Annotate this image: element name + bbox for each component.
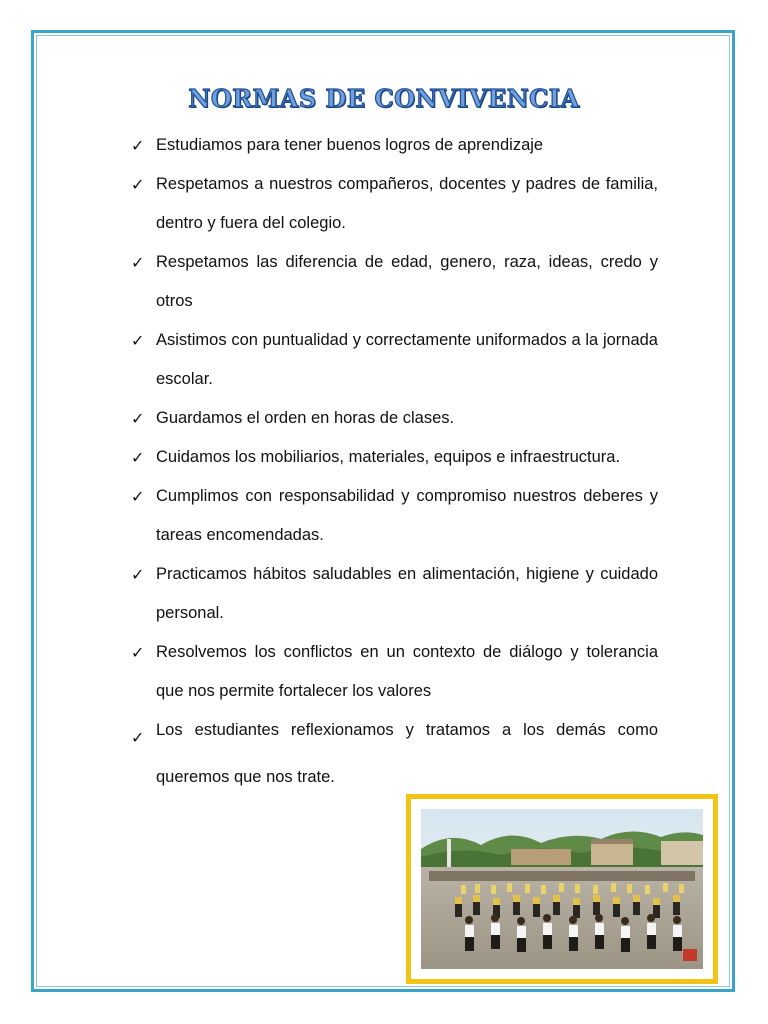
checkmark-icon: ✓ xyxy=(131,175,145,194)
list-item xyxy=(130,477,658,555)
checkmark-icon: ✓ xyxy=(131,253,145,272)
list-item xyxy=(130,321,658,399)
list-item xyxy=(130,243,658,321)
checkmark-icon: ✓ xyxy=(131,409,145,428)
checkmark-icon: ✓ xyxy=(131,448,145,467)
checkmark-icon: ✓ xyxy=(131,728,145,747)
rule-text: Estudiamos para tener buenos logros de aprendizaje xyxy=(156,136,544,154)
school-assembly-photo xyxy=(421,809,703,969)
rule-text: Cumplimos con responsabilidad y compromiso nuestros deberes y tareas encomendadas. xyxy=(156,487,658,544)
rule-text-line-2: queremos que nos trate. xyxy=(156,768,335,786)
rule-text: Guardamos el orden en horas de clases. xyxy=(156,409,455,427)
rules-list xyxy=(130,126,658,804)
checkmark-icon: ✓ xyxy=(131,565,145,584)
list-item xyxy=(130,399,658,438)
list-item xyxy=(130,438,658,477)
rule-text: Respetamos las diferencia de edad, genero, raza, ideas, credo y otros xyxy=(156,253,658,310)
rule-text: Respetamos a nuestros compañeros, docentes y padres de familia, dentro y fuera del colegio. xyxy=(156,175,658,232)
school-assembly-illustration xyxy=(421,809,703,969)
rule-text: Cuidamos los mobiliarios, materiales, equipos e infraestructura. xyxy=(156,448,621,466)
list-item xyxy=(130,126,658,165)
photo-frame xyxy=(406,794,718,984)
rule-text: Resolvemos los conflictos en un contexto de diálogo y tolerancia que nos permite fortalecer los valores xyxy=(156,643,658,700)
list-item xyxy=(130,711,658,804)
checkmark-icon: ✓ xyxy=(131,487,145,506)
rule-text: Practicamos hábitos saludables en alimentación, higiene y cuidado personal. xyxy=(156,565,658,622)
list-item xyxy=(130,633,658,711)
list-item xyxy=(130,555,658,633)
checkmark-icon: ✓ xyxy=(131,136,145,155)
list-item xyxy=(130,165,658,243)
page-title: NORMAS DE CONVIVENCIA xyxy=(188,84,580,113)
checkmark-icon: ✓ xyxy=(131,643,145,662)
rule-text-line-1: Los estudiantes reflexionamos y tratamos a los demás como xyxy=(156,721,658,739)
checkmark-icon: ✓ xyxy=(131,331,145,350)
rule-text: Asistimos con puntualidad y correctamente uniformados a la jornada escolar. xyxy=(156,331,658,388)
rule-text xyxy=(156,711,658,804)
